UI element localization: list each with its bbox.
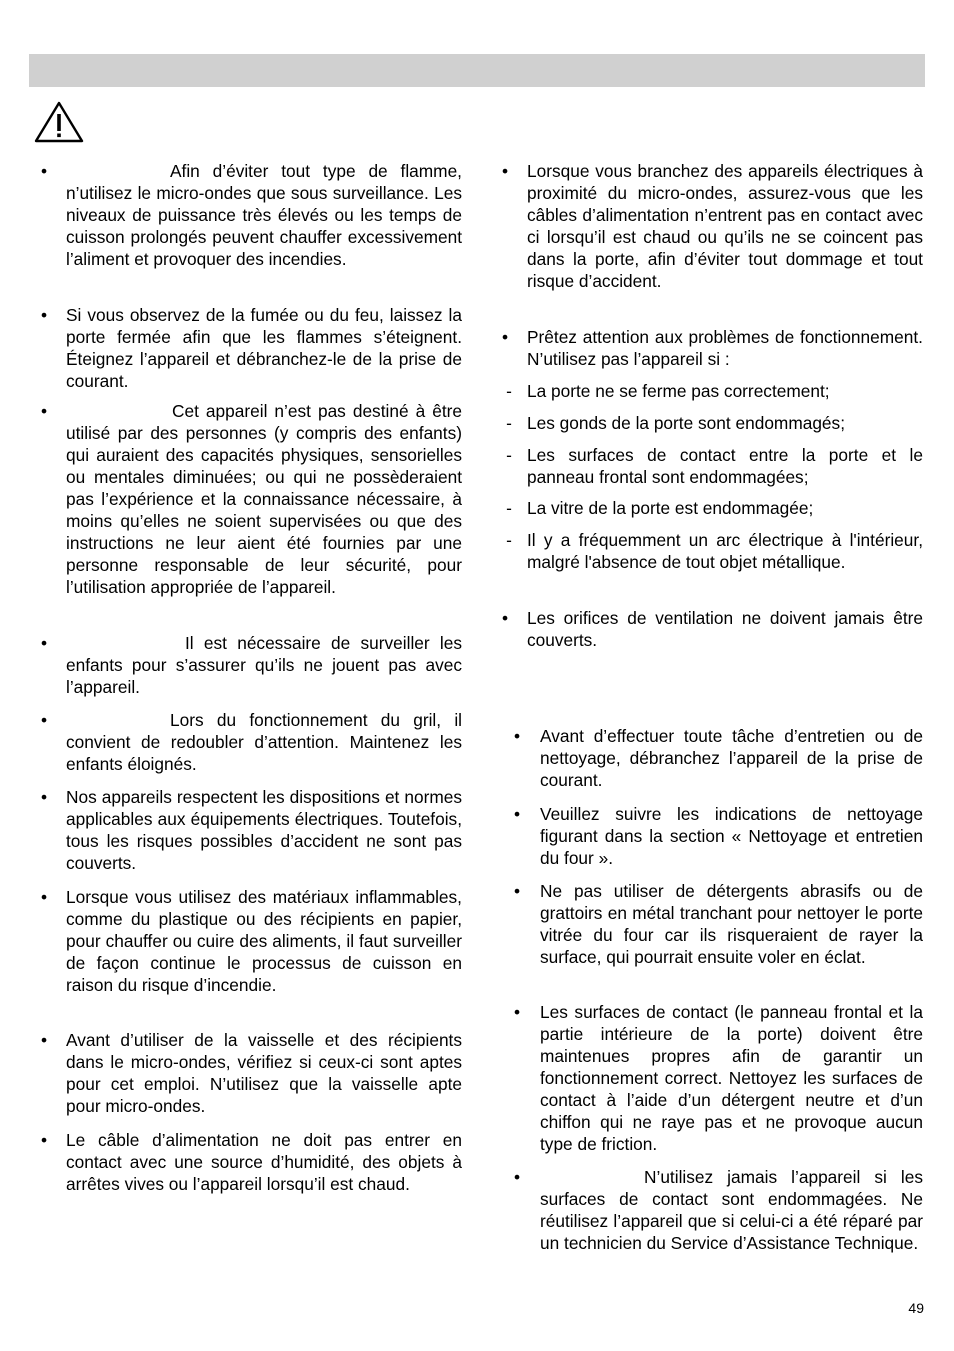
bullet-text: Il est nécessaire de surveiller les enfants pour s’assurer qu’ils ne jouent pas avec l’appareil. xyxy=(66,633,462,697)
cleaning-bullet-item xyxy=(490,803,923,869)
bullet-icon: • xyxy=(40,161,48,181)
dash-text: Les gonds de la porte sont endommagés; xyxy=(527,413,845,433)
bullet-item xyxy=(29,304,462,392)
bullet-icon: • xyxy=(513,804,521,824)
bullet-icon: • xyxy=(501,161,509,181)
dash-item xyxy=(490,380,923,402)
bullet-text: Lors du fonctionnement du gril, il convient de redoubler d’attention. Maintenez les enfants éloignés. xyxy=(66,710,462,774)
bullet-item xyxy=(490,160,923,292)
cleaning-bullet-item xyxy=(490,725,923,791)
bullet-text: Cet appareil n’est pas destiné à être utilisé par des personnes (y compris des enfants) qui auraient des capacités physiques, sensorielles ou mentales diminuées; ou qui ne possèderaient pas l’expérience et la connaissance nécessaire, à moins qu’elles ne soient supervisées ou que des instructions ne leur aient été fournies par une personne responsable de leur sécurité, pour l’utilisation appropriée de l’appareil. xyxy=(66,401,462,597)
bullet-item xyxy=(29,160,462,270)
bullet-icon: • xyxy=(40,305,48,325)
dash-text: La porte ne se ferme pas correctement; xyxy=(527,381,830,401)
bullet-icon: • xyxy=(513,1167,521,1187)
bullet-text: Prêtez attention aux problèmes de fonctionnement. N’utilisez pas l’appareil si : xyxy=(527,327,923,369)
bullet-icon: • xyxy=(40,633,48,653)
bullet-item xyxy=(29,1029,462,1117)
bullet-item xyxy=(29,886,462,996)
bullet-icon: • xyxy=(513,726,521,746)
dash-marker: - xyxy=(506,413,512,433)
bullet-text: Veuillez suivre les indications de nettoyage figurant dans la section « Nettoyage et entretien du four ». xyxy=(540,804,923,868)
page-number: 49 xyxy=(908,1300,924,1316)
bullet-icon: • xyxy=(40,787,48,807)
bullet-text: Afin d’éviter tout type de flamme, n’utilisez le micro-ondes que sous surveillance. Les niveaux de puissance très élevés ou les temps de cuisson prolongés peuvent chauffer excessivement l’aliment et provoquer des incendies. xyxy=(66,161,462,269)
bullet-item xyxy=(29,709,462,775)
dash-item xyxy=(490,529,923,573)
bullet-text: Si vous observez de la fumée ou du feu, laissez la porte fermée afin que les flammes s’éteignent. Éteignez l’appareil et débranchez-le de la prise de courant. xyxy=(66,305,462,391)
cleaning-bullet-item xyxy=(490,1166,923,1254)
bullet-icon: • xyxy=(40,710,48,730)
bullet-icon: • xyxy=(40,401,48,421)
bullet-text: Le câble d’alimentation ne doit pas entrer en contact avec une source d’humidité, des objets à arrêtes vives ou l’appareil lorsqu’il est chaud. xyxy=(66,1130,462,1194)
bullet-item xyxy=(29,786,462,874)
dash-marker: - xyxy=(506,445,512,465)
cleaning-bullet-item xyxy=(490,1001,923,1155)
dash-item xyxy=(490,412,923,434)
bullet-text: Avant d’utiliser de la vaisselle et des récipients dans le micro-ondes, vérifiez si ceux-ci sont aptes pour cet emploi. N’utilisez que la vaisselle apte pour micro-ondes. xyxy=(66,1030,462,1116)
dash-marker: - xyxy=(506,530,512,550)
bullet-icon: • xyxy=(513,881,521,901)
bullet-text: Ne pas utiliser de détergents abrasifs ou de grattoirs en métal tranchant pour nettoyer le porte vitrée du four car ils risqueraient de rayer la surface, qui pourrait ensuite voler en éclat. xyxy=(540,881,923,967)
dash-marker: - xyxy=(506,381,512,401)
dash-marker: - xyxy=(506,498,512,518)
bullet-item xyxy=(29,400,462,598)
bullet-item xyxy=(29,632,462,698)
bullet-text: Lorsque vous utilisez des matériaux inflammables, comme du plastique ou des récipients en papier, pour chauffer ou cuire des aliments, il faut surveiller de façon continue le processus de cuisson en raison du risque d’incendie. xyxy=(66,887,462,995)
warning-triangle-icon xyxy=(33,100,85,144)
bullet-icon: • xyxy=(40,1130,48,1150)
bullet-text: Les orifices de ventilation ne doivent jamais être couverts. xyxy=(527,608,923,650)
dash-text: La vitre de la porte est endommagée; xyxy=(527,498,814,518)
bullet-item xyxy=(29,1129,462,1195)
dash-item xyxy=(490,444,923,488)
dash-item xyxy=(490,497,923,519)
bullet-icon: • xyxy=(513,1002,521,1022)
header-band xyxy=(29,54,925,87)
cleaning-bullet-item xyxy=(490,880,923,968)
bullet-text: N’utilisez jamais l’appareil si les surfaces de contact sont endommagées. Ne réutilisez l’appareil que si celui-ci a été réparé par un technicien du Service d’Assistance Technique. xyxy=(540,1167,923,1253)
bullet-text: Lorsque vous branchez des appareils électriques à proximité du micro-ondes, assurez-vous que les câbles d’alimentation n’entrent pas en contact avec ci lorsqu’il est chaud ou qu’ils ne se coincent pas dans la porte, afin d’éviter tout dommage et tout risque d’accident. xyxy=(527,161,923,291)
bullet-text: Avant d’effectuer toute tâche d’entretien ou de nettoyage, débranchez l’appareil de la prise de courant. xyxy=(540,726,923,790)
bullet-icon: • xyxy=(40,887,48,907)
bullet-item xyxy=(490,607,923,651)
bullet-icon: • xyxy=(501,327,509,347)
dash-text: Les surfaces de contact entre la porte et le panneau frontal sont endommagées; xyxy=(527,445,923,487)
bullet-text: Les surfaces de contact (le panneau frontal et la partie intérieure de la porte) doivent être maintenues propres afin de garantir un fonctionnement correct. Nettoyez les surfaces de contact à l’aide d’un détergent neutre et d’un chiffon qui ne raye pas et ne provoque aucun type de friction. xyxy=(540,1002,923,1154)
bullet-icon: • xyxy=(501,608,509,628)
bullet-text: Nos appareils respectent les dispositions et normes applicables aux équipements électriques. Toutefois, tous les risques possibles d’accident ne sont pas couverts. xyxy=(66,787,462,873)
bullet-item xyxy=(490,326,923,370)
bullet-icon: • xyxy=(40,1030,48,1050)
dash-text: Il y a fréquemment un arc électrique à l'intérieur, malgré l'absence de tout objet métallique. xyxy=(527,530,923,572)
